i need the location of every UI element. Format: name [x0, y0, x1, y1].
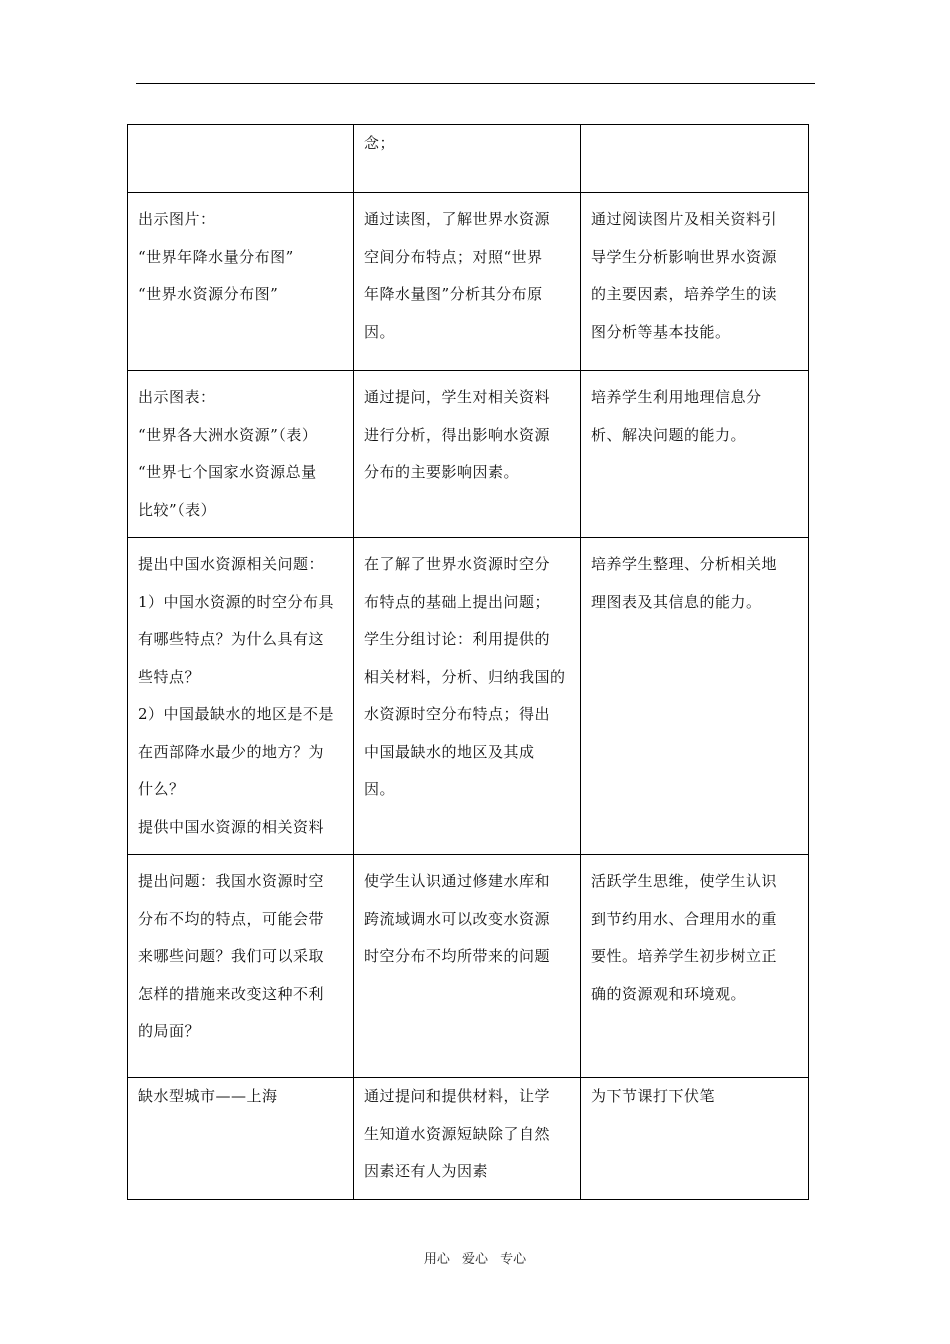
table-row — [128, 371, 809, 538]
cell-text-line: 确的资源观和环境观。 — [591, 984, 747, 1003]
cell-text-line: 理图表及其信息的能力。 — [591, 592, 762, 611]
cell-text-line: “世界各大洲水资源”（表） — [138, 425, 318, 444]
cell-text-line: 2）中国最缺水的地区是不是 — [138, 705, 335, 723]
cell-text-line: 怎样的措施来改变这种不利 — [138, 984, 325, 1003]
table-row — [128, 1078, 809, 1200]
cell-text-line: 有哪些特点？为什么具有这 — [138, 630, 325, 648]
cell-text-line: 提出问题：我国水资源时空 — [138, 872, 325, 890]
footer-word: 爱心 — [461, 1252, 488, 1267]
student-activity-cell — [354, 193, 581, 371]
cell-text-line: 什么？ — [138, 780, 185, 798]
cell-text-line: 跨流域调水可以改变水资源 — [364, 909, 551, 928]
cell-text-line: 的局面？ — [138, 1022, 201, 1040]
cell-text-line: 学生分组讨论：利用提供的 — [364, 630, 551, 648]
teacher-activity-cell — [128, 538, 354, 855]
cell-text-line: 分布不均的特点，可能会带 — [138, 909, 325, 928]
cell-text-line: “世界七个国家水资源总量 — [138, 463, 317, 481]
footer-word: 用心 — [423, 1252, 450, 1267]
header-rule — [136, 83, 815, 84]
design-intent-cell — [581, 1078, 809, 1200]
design-intent-cell — [581, 538, 809, 855]
teacher-activity-cell — [128, 193, 354, 371]
student-activity-cell — [354, 371, 581, 538]
cell-text-line: 到节约用水、合理用水的重 — [591, 909, 778, 928]
lesson-plan-table — [127, 124, 809, 1200]
table-row — [128, 193, 809, 371]
cell-text-line: 因。 — [364, 322, 396, 341]
student-activity-cell — [354, 855, 581, 1078]
cell-text-line: 水资源时空分布特点；得出 — [364, 705, 551, 723]
cell-text-line: 图分析等基本技能。 — [591, 322, 731, 341]
cell-text-line: 通过阅读图片及相关资料引 — [591, 210, 778, 228]
cell-text-line: 通过读图，了解世界水资源 — [364, 210, 551, 228]
cell-text-line: 空间分布特点；对照“世界 — [364, 247, 543, 266]
footer-word: 专心 — [500, 1252, 527, 1267]
cell-text-line: 析、解决问题的能力。 — [591, 425, 747, 444]
cell-text-line: 使学生认识通过修建水库和 — [364, 872, 551, 890]
cell-text-line: 为下节课打下伏笔 — [591, 1087, 716, 1105]
cell-text-line: 布特点的基础上提出问题； — [364, 592, 551, 611]
cell-text-line: 活跃学生思维，使学生认识 — [591, 872, 778, 890]
cell-text-line: 要性。培养学生初步树立正 — [591, 947, 778, 965]
cell-text-line: 年降水量图”分析其分布原 — [364, 285, 543, 303]
cell-text-line: “世界年降水量分布图” — [138, 247, 294, 266]
teacher-activity-cell — [128, 1078, 354, 1200]
cell-text-line: 缺水型城市——上海 — [138, 1087, 278, 1105]
cell-text-line: 出示图片： — [138, 210, 216, 228]
cell-text-line: 出示图表： — [138, 388, 216, 406]
design-intent-cell — [581, 193, 809, 371]
cell-text-line: 生知道水资源短缺除了自然 — [364, 1124, 551, 1143]
cell-text-line: 通过提问，学生对相关资料 — [364, 388, 551, 406]
teacher-activity-cell — [128, 855, 354, 1078]
cell-text-line: 因。 — [364, 780, 396, 798]
cell-text-line: 的主要因素，培养学生的读 — [591, 285, 778, 303]
cell-text-line: 时空分布不均所带来的问题 — [364, 947, 551, 965]
student-activity-cell — [354, 125, 581, 193]
student-activity-cell — [354, 1078, 581, 1200]
cell-text-line: 分布的主要影响因素。 — [364, 463, 520, 481]
cell-text-line: 导学生分析影响世界水资源 — [591, 247, 778, 266]
student-activity-cell — [354, 538, 581, 855]
table-row — [128, 538, 809, 855]
teacher-activity-cell — [128, 125, 354, 193]
cell-text-line: 培养学生整理、分析相关地 — [591, 555, 778, 573]
cell-text-line: 些特点？ — [138, 667, 201, 686]
teacher-activity-cell — [128, 371, 354, 538]
cell-text-line: 1）中国水资源的时空分布具 — [138, 592, 335, 611]
cell-text-line: 因素还有人为因素 — [364, 1162, 489, 1180]
cell-text-line: 培养学生利用地理信息分 — [591, 388, 762, 406]
cell-text-line: 提出中国水资源相关问题： — [138, 555, 325, 573]
cell-text-line: 来哪些问题？我们可以采取 — [138, 947, 325, 965]
cell-text-line: 中国最缺水的地区及其成 — [364, 742, 535, 761]
cell-text-line: “世界水资源分布图” — [138, 285, 279, 303]
cell-text-line: 比较”（表） — [138, 500, 217, 519]
cell-text-line: 在了解了世界水资源时空分 — [364, 555, 551, 573]
cell-text-line: 通过提问和提供材料，让学 — [364, 1087, 551, 1105]
cell-text-line: 进行分析，得出影响水资源 — [364, 425, 551, 444]
design-intent-cell — [581, 855, 809, 1078]
table-row — [128, 125, 809, 193]
design-intent-cell — [581, 125, 809, 193]
table-row — [128, 855, 809, 1078]
cell-text-line: 念； — [364, 134, 396, 152]
cell-text-line: 相关材料，分析、归纳我国的 — [364, 667, 566, 686]
cell-text-line: 在西部降水最少的地方？为 — [138, 742, 325, 761]
design-intent-cell — [581, 371, 809, 538]
cell-text-line: 提供中国水资源的相关资料 — [138, 817, 325, 836]
page-footer — [0, 1248, 950, 1267]
